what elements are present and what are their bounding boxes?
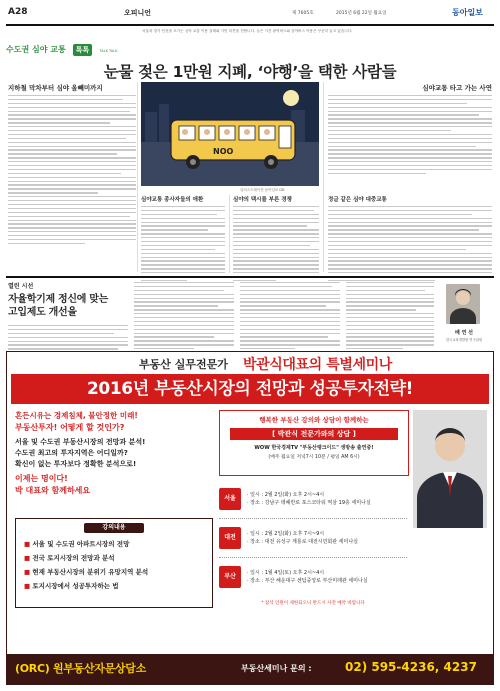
bus-label: NOO (213, 147, 234, 156)
column-divider (323, 82, 324, 272)
talk-box (6, 27, 492, 57)
schedule-line: · 장소 : 대전 유성구 계룡로 대전시민회관 세미나실 (247, 539, 359, 545)
presenter-portrait-icon (413, 410, 487, 528)
presenter-photo (413, 410, 487, 528)
ad-name-title: 박관식대표의 특별세미나 (243, 357, 392, 373)
column-title: 심야의 택시를 부른 경쟁 (233, 197, 292, 203)
column-divider (229, 195, 230, 273)
talk-title-main: 수도권 심야 교통 (6, 45, 66, 54)
column-title: 정글 같은 심야 대중교통 (328, 197, 387, 203)
ad-curriculum-item: ■ 서울 및 수도권 아파트시장의 전망 (24, 540, 130, 548)
article-text (346, 282, 434, 352)
ad-promo-line: 흔든시유는 경제침체, 불안정한 미래! (15, 411, 138, 420)
ad-footer (7, 654, 493, 684)
ad-contact-label: 부동산세미나 문의 : (241, 664, 312, 673)
ad-tv-line: WOW 한국경제TV "부동산랭크이드" 생방송 출연중! (254, 445, 374, 451)
schedule-line: · 일시 : 1월 4일(토) 오후 2시~4시 (247, 570, 325, 576)
talk-body: 서울과 경기·인천을 오가는 심야 교통 이용 실태와 시민 의견을 전합니다. 늦은 시간 광역버스와 심야버스 이용은 꾸준히 늘고 있습니다. (142, 29, 353, 33)
ad-promo-line: 확신이 없는 투자보다 정확한 분석으로! (15, 460, 137, 468)
ad-promo (15, 410, 205, 497)
ad-curriculum-item: ■ 현재 부동산시장의 분위기 유망지역 분석 (24, 568, 149, 576)
ad-promo-line: 부동산투자! 어떻게 할 것인가? (15, 423, 125, 432)
schedule-row (219, 519, 407, 558)
check-icon: ■ (24, 568, 33, 576)
editorial-title: 자율학기제 정신에 맞는 고입제도 개선을 (8, 294, 108, 318)
ad-box-sub: [ 박관식 전문가와의 상담 ] (230, 428, 398, 440)
ad-promo-line: 수도권 최고의 투자지역은 어디일까? (15, 449, 128, 457)
article-text (233, 206, 319, 284)
headline: 눈물 젖은 1만원 지폐, ‘야행’을 택한 사람들 (103, 63, 397, 81)
editorial-rule (6, 276, 494, 278)
author-photo (446, 284, 480, 324)
masthead-rule (6, 24, 494, 26)
masthead-logo: 동아일보 (452, 7, 483, 17)
ad-box-title: 행복한 부동산 강의와 상담이 함께하는 (259, 416, 369, 424)
ad-consult-box (219, 410, 409, 476)
article-text (328, 95, 492, 177)
talk-badge-en: TALK TALK (99, 49, 118, 53)
article-text (8, 95, 136, 247)
article-text (240, 282, 340, 352)
check-icon: ■ (24, 540, 33, 548)
ad-company: (ORC) 원부동산자문상담소 (15, 662, 146, 675)
illustration-credit: 일러스트레이션 동아일보 DB (240, 188, 285, 192)
ad-promo-line: 이제는 명이다! (15, 474, 68, 483)
column-title: 심야교통 타고 가는 사연 (422, 84, 492, 92)
masthead (0, 0, 500, 24)
ad-curriculum-item: ■ 전국 토지시장의 전망과 분석 (24, 554, 115, 562)
ad-curriculum (15, 518, 213, 608)
ad-main-title (11, 374, 489, 404)
ad-pretitle: 부동산 실무전문가 (139, 358, 228, 371)
article-text (134, 282, 234, 352)
check-icon: ■ (24, 554, 33, 562)
author-role: 한국교육개발원 연구위원 (445, 338, 483, 342)
schedule-line: · 장소 : 강남구 테헤란로 포스코타워 역삼 19층 세미나실 (247, 500, 371, 506)
ad-banner (6, 351, 494, 685)
ad-schedule (219, 480, 407, 606)
ad-note: * 참석 인원이 제한되오니 반드시 사전 예약 바랍니다 (261, 601, 365, 606)
check-icon: ■ (24, 582, 33, 590)
talk-title (6, 37, 118, 56)
ad-curriculum-title: 강의내용 (84, 523, 144, 533)
bus-illustration (141, 82, 319, 186)
ad-promo-line: 박 대표와 함께하세요 (15, 486, 91, 495)
issue-date: 2015년 6월 22일 월요일 (336, 11, 387, 16)
column-title: 심야교통 종사자들의 애환 (141, 197, 204, 203)
schedule-city: 대전 (219, 527, 241, 549)
column-title: 지하철 막차부터 심야 올빼미까지 (8, 84, 103, 92)
section-name: 오피니언 (124, 9, 152, 17)
ad-promo-line: 서울 및 수도권 부동산시장의 전망과 분석! (15, 438, 146, 446)
schedule-city: 서울 (219, 488, 241, 510)
talk-badge: 톡톡 (73, 44, 93, 56)
schedule-line: · 장소 : 부산 해운대구 센텀중앙로 부산미래관 세미나실 (247, 578, 368, 584)
ad-tv-line: (매주 월요일 저녁7시 10분 / 평일 AM 6시) (268, 455, 360, 460)
ad-main-title-text: 2016년 부동산시장의 전망과 성공투자전략! (87, 379, 413, 399)
page-number: A28 (8, 7, 28, 17)
editorial-kicker: 열린 시선 (8, 283, 34, 290)
column-divider (137, 82, 138, 272)
schedule-row (219, 480, 407, 519)
schedule-line: · 일시 : 2월 2일(화) 오후 7시~9시 (247, 531, 325, 537)
illustration (141, 82, 319, 186)
schedule-row (219, 558, 407, 596)
author-name: 배 연 선 (455, 330, 473, 336)
ad-curriculum-item: ■ 토지시장에서 성공투자하는 법 (24, 582, 119, 590)
article-text (141, 206, 225, 284)
issue-number: 제 7605호 (292, 11, 314, 16)
ad-phone: 02) 595-4236, 4237 (345, 660, 477, 674)
article-text (328, 206, 492, 284)
schedule-city: 부산 (219, 566, 241, 588)
schedule-line: · 일시 : 2월 2일(화) 오후 2시~4시 (247, 492, 325, 498)
author-portrait-icon (446, 284, 480, 324)
